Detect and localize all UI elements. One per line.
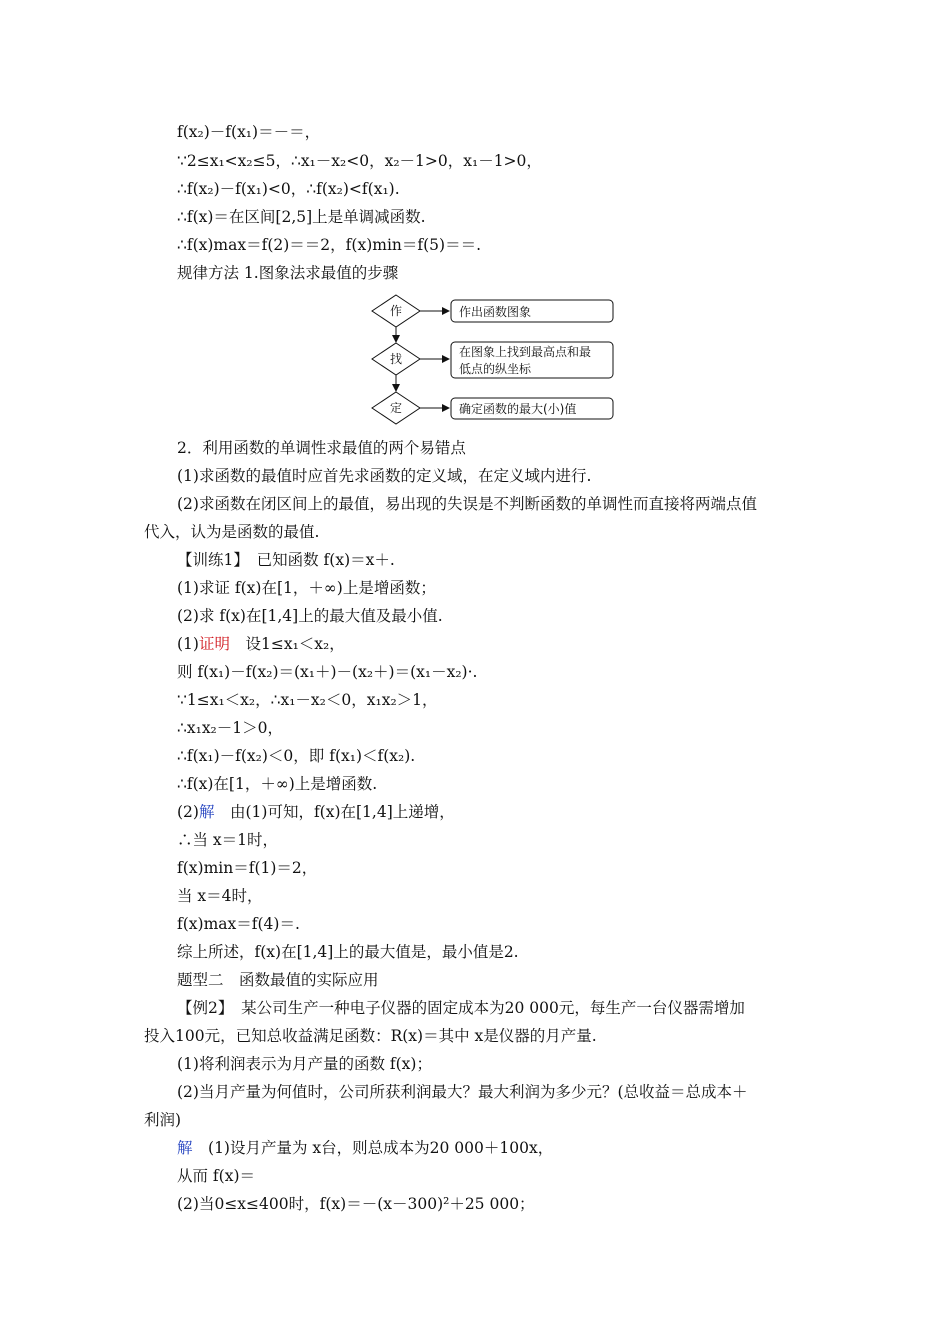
text-line: 综上所述，f(x)在[1,4]上的最大值是，最小值是2. (177, 943, 519, 961)
text-line: 投入100元，已知总收益满足函数：R(x)＝其中 x是仪器的月产量. (144, 1027, 597, 1045)
proof-prefix: (1) (177, 635, 199, 653)
solve-rest: (1)设月产量为 x台，则总成本为20 000＋100x， (192, 1139, 554, 1157)
text-line: ∴f(x₁)－f(x₂)＜0，即 f(x₁)＜f(x₂). (177, 747, 416, 765)
text-line: ∵1≤x₁＜x₂，∴x₁－x₂＜0，x₁x₂＞1， (177, 691, 438, 709)
solve-rest: 由(1)可知，f(x)在[1,4]上递增， (214, 803, 455, 821)
text-line: f(x)max＝f(4)＝. (177, 915, 300, 933)
text-line: ∴f(x)＝在区间[2,5]上是单调减函数. (177, 208, 426, 226)
flow-diamond-label-3: 定 (389, 401, 403, 415)
text-line: 代入，认为是函数的最值. (144, 523, 320, 541)
section-heading: 题型二 函数最值的实际应用 (177, 971, 379, 989)
flow-box-label-2b: 低点的纵坐标 (459, 362, 532, 376)
text-line: (1)求函数的最值时应首先求函数的定义域，在定义域内进行. (177, 467, 592, 485)
proof-rest: 设1≤x₁＜x₂， (229, 635, 345, 653)
text-line: (2)求函数在闭区间上的最值，易出现的失误是不判断函数的单调性而直接将两端点值 (177, 495, 757, 513)
text-line: (2)当月产量为何值时，公司所获利润最大？最大利润为多少元？(总收益＝总成本＋ (177, 1083, 748, 1101)
proof-tag: 证明 (198, 635, 230, 653)
proof-line (177, 634, 345, 654)
solve-tag: 解 (177, 1139, 193, 1157)
flow-diamond-label-1: 作 (389, 304, 403, 318)
text-line: f(x)min＝f(1)＝2， (177, 859, 318, 877)
text-line: ∵2≤x₁<x₂≤5，∴x₁－x₂<0，x₂－1>0，x₁－1>0， (177, 152, 542, 170)
solution-line (177, 1138, 553, 1158)
solution-line (177, 802, 455, 822)
text-line: (2)当0≤x≤400时，f(x)＝－(x－300)²＋25 000； (177, 1195, 535, 1213)
text-line: 利润) (144, 1111, 182, 1129)
flow-diamond-label-2: 找 (389, 352, 403, 366)
flow-box-label-3: 确定函数的最大(小)值 (459, 402, 577, 416)
text-line: 则 f(x₁)－f(x₂)＝(x₁＋)－(x₂＋)＝(x₁－x₂)·. (177, 663, 478, 681)
text-line: ∴f(x)max＝f(2)＝＝2，f(x)min＝f(5)＝＝. (177, 236, 481, 254)
solve-tag: 解 (198, 803, 215, 821)
example-heading: 【例2】 某公司生产一种电子仪器的固定成本为20 000元，每生产一台仪器需增加 (177, 999, 745, 1017)
exercise-heading: 【训练1】 已知函数 f(x)＝x＋. (177, 551, 395, 569)
section-heading: 规律方法 1.图象法求最值的步骤 (177, 264, 399, 282)
text-line: (1)将利润表示为月产量的函数 f(x)； (177, 1055, 432, 1073)
text-line: ∴f(x₂)－f(x₁)<0，∴f(x₂)<f(x₁). (177, 180, 400, 198)
text-line: 从而 f(x)＝ (177, 1167, 255, 1185)
text-line: ∴f(x)在[1，＋∞)上是增函数. (177, 775, 378, 793)
text-line: ∴x₁x₂－1＞0， (177, 719, 283, 737)
text-line: ∴当 x＝1时， (177, 831, 279, 849)
text-line: f(x₂)－f(x₁)＝－＝， (177, 123, 321, 141)
text-line: 当 x＝4时， (177, 887, 263, 905)
text-line: (2)求 f(x)在[1,4]上的最大值及最小值. (177, 607, 443, 625)
text-line: (1)求证 f(x)在[1，＋∞)上是增函数； (177, 579, 436, 597)
flow-box-label-1: 作出函数图象 (459, 305, 532, 319)
text-line: 2．利用函数的单调性求最值的两个易错点 (177, 439, 466, 457)
flow-box-label-2a: 在图象上找到最高点和最 (459, 345, 592, 359)
solve-prefix: (2) (177, 803, 199, 821)
